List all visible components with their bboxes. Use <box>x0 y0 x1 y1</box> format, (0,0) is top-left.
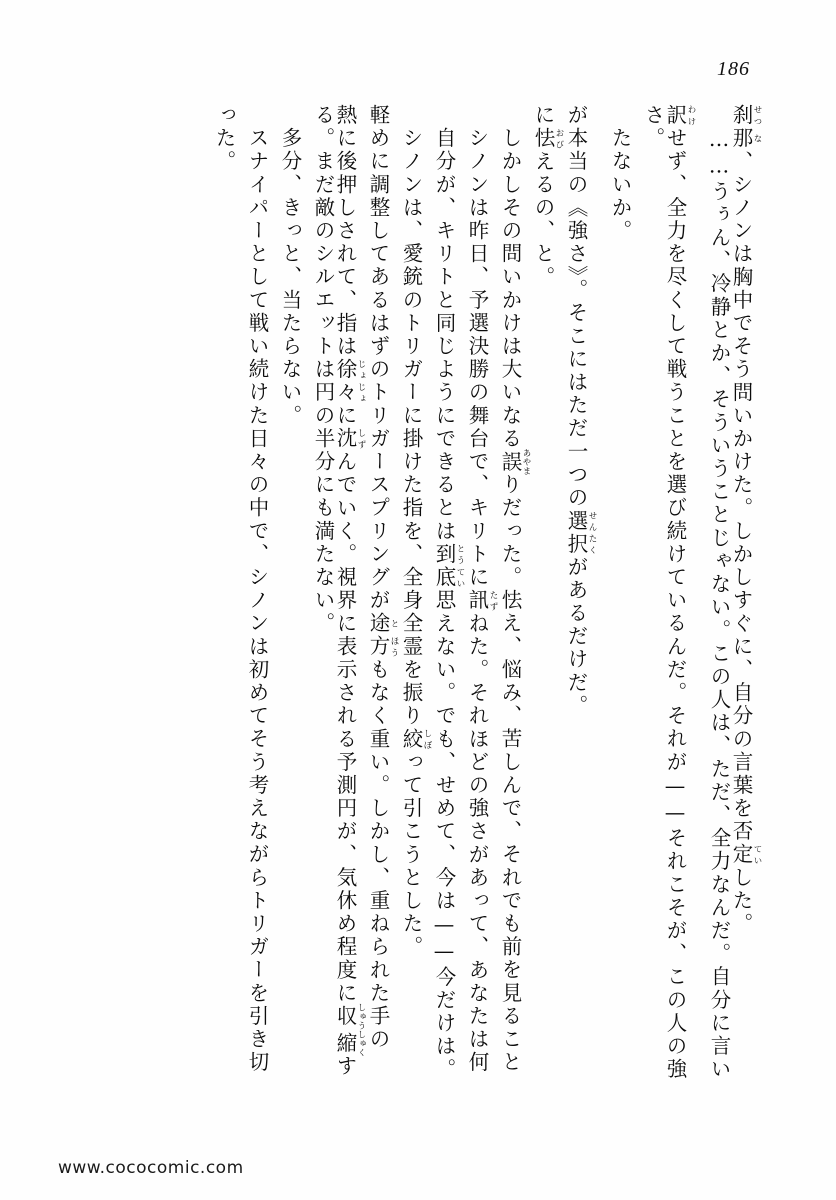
ruby-text: 那 な <box>729 127 762 151</box>
ruby-text: 徐 じょ <box>333 358 366 382</box>
text-line: シノンは、愛銃のトリガーに掛けた指を、全身全霊を振り絞 しぼって引こうとした。 <box>399 104 432 959</box>
ruby-text: 択 たく <box>564 532 597 556</box>
ruby-text: 絞 しぼ <box>399 727 432 751</box>
text-line: った。 <box>212 104 236 174</box>
text-line: シノンは昨日、予選決勝の舞台で、キリトに訊 たずねた。それほどの強さがあって、あなたは何 <box>465 104 498 1075</box>
ruby-text: 沈 しず <box>333 427 366 451</box>
body-text <box>74 104 762 1084</box>
ruby-text: 選 せん <box>564 509 597 533</box>
page-number: 186 <box>717 58 750 80</box>
ruby-text: 底 てい <box>432 566 465 590</box>
ruby-text: 縮 しゅく <box>333 1030 366 1057</box>
ruby-text: 途 と <box>366 612 399 636</box>
text-line: 自分が、キリトと同じようにできるとは到 とう底 てい思えない。でも、せめて、今は——今だけは。 <box>432 104 465 1082</box>
ruby-text: 怯 おび <box>531 127 564 151</box>
ruby-text: 々 じょ <box>333 381 366 405</box>
text-line: 刹 せつ那 な、シノンは胸中でそう問いかけた。しかしすぐに、自分の言葉を否定 ていした。 <box>729 104 762 936</box>
text-line: 軽めに調整してあるはずのトリガースプリングが途 と方 ほうもなく重い。しかし、重ねられた手の <box>366 104 399 1052</box>
ruby-text: 方 ほう <box>366 635 399 659</box>
site-watermark: www.cococomic.com <box>58 1158 244 1178</box>
text-line: 多分、きっと、当たらない。 <box>278 104 302 428</box>
text-line: スナイパーとして戦い続けた日々の中で、シノンは初めてそう考えながらトリガーを引き切 <box>245 104 269 1075</box>
text-line: 訳 わけせず、全力を尽くして戦うことを選び続けているんだ。それが——それこそが、この人の強 <box>663 104 696 1082</box>
ruby-text: 刹 せつ <box>729 104 762 128</box>
ruby-text: 訳 わけ <box>663 104 696 128</box>
ruby-text: 到 とう <box>432 542 465 567</box>
text-line: 熱に後押しされて、指は徐 じょ々 じょに沈 しずんでいく。視界に表示される予測円が、気休め程度に収 しゅう縮 しゅくす <box>333 104 366 1079</box>
ruby-text: 定 てい <box>729 843 762 867</box>
ruby-text: 訊 たず <box>465 589 498 613</box>
text-line: ……うぅん、冷静とか、そういうことじゃない。この人は、ただ、全力なんだ。自分に言い <box>707 104 731 1082</box>
text-line: が本当の《強さ》。そこにはただ一つの選 せん択 たくがあるだけだ。 <box>564 104 597 718</box>
text-line: しかしその問いかけは大いなる誤 あやまりだった。怯え、悩み、苦しんで、それでも前を見ること <box>498 104 531 1075</box>
ruby-text: 誤 あやま <box>498 448 531 476</box>
text-line: に怯 おびえるの、と。 <box>531 104 564 289</box>
ruby-text: 収 しゅう <box>333 1003 366 1031</box>
text-line: たないか。 <box>608 104 632 243</box>
text-line: る。まだ敵のシルエットは円の半分にも満たない。 <box>311 104 335 636</box>
text-line: さ。 <box>641 104 665 151</box>
